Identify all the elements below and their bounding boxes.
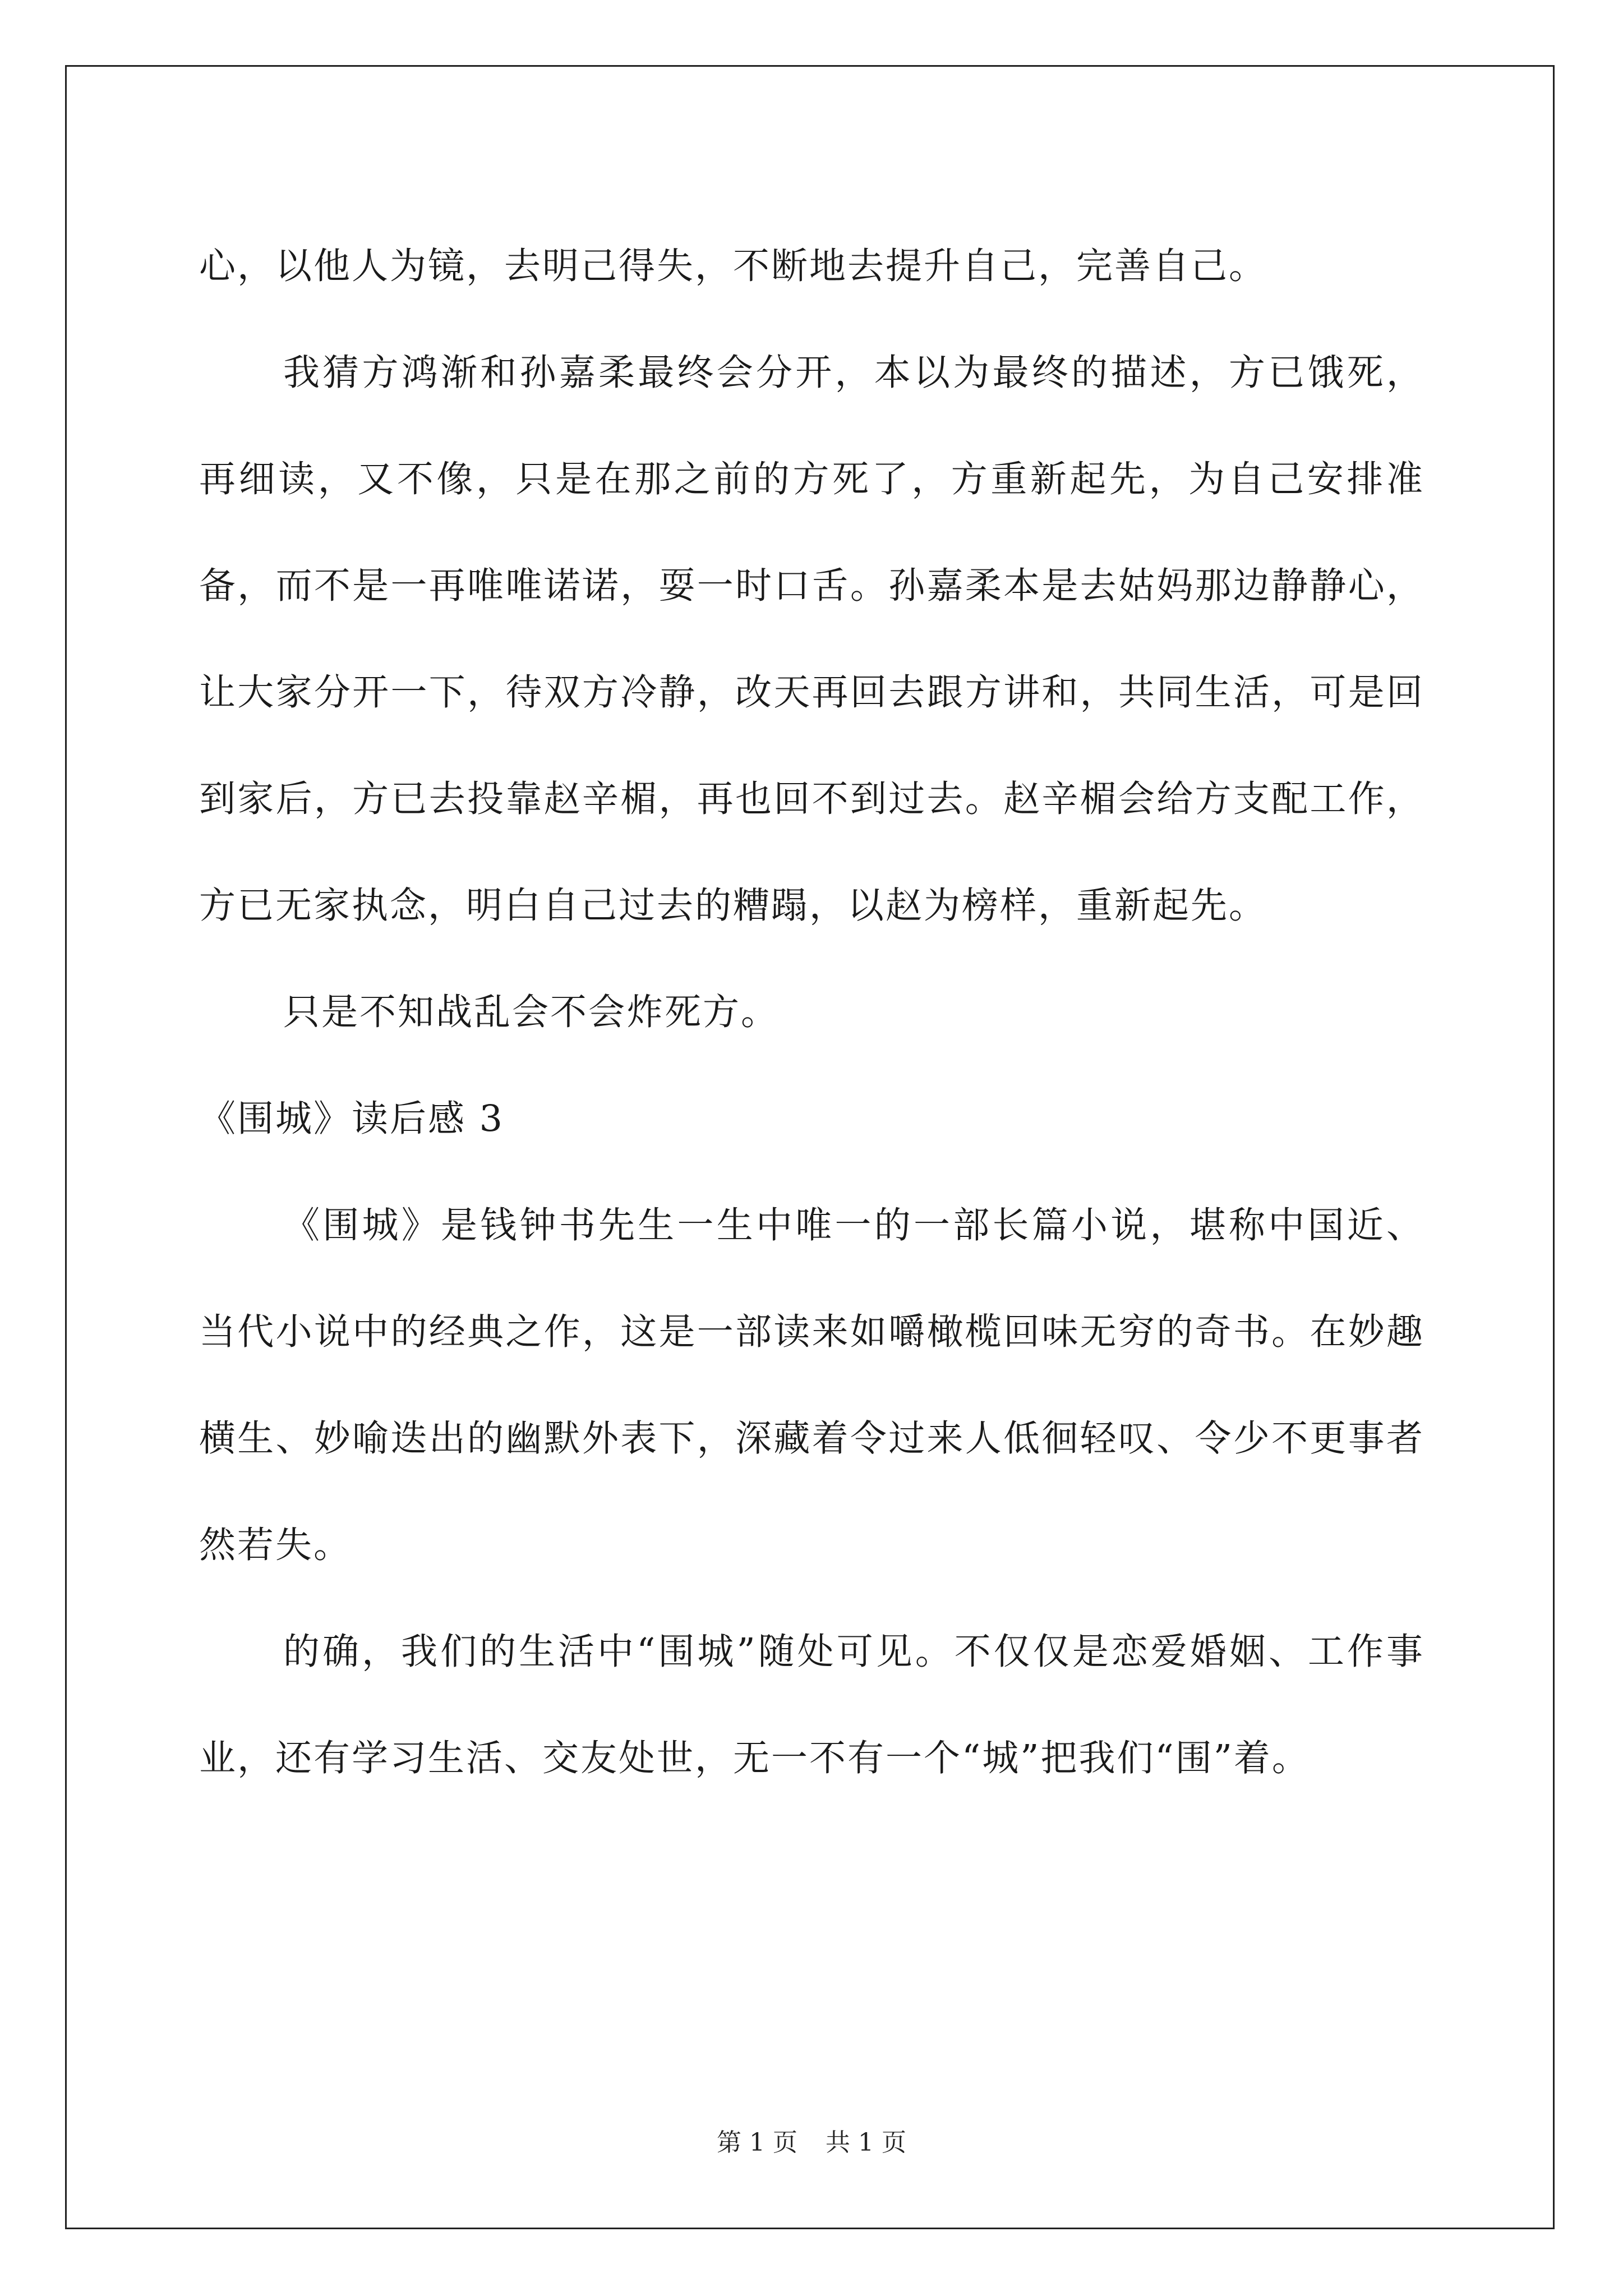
page-number-total: 共 1 页 <box>826 2128 906 2157</box>
paragraph-3: 只是不知战乱会不会炸死方。 <box>283 991 780 1033</box>
paragraph-4: 《围城》是钱钟书先生一生中唯一的一部长篇小说，堪称中国近、当代小说中的经典之作，这是一部读来如嚼橄榄回味无穷的奇书。在妙趣横生、妙喻迭出的幽默外表下，深藏着令过来人低徊轻叹、令少不更事者然若失。 <box>199 1204 1424 1566</box>
paragraph-2: 我猜方鸿渐和孙嘉柔最终会分开，本以为最终的描述，方已饿死，再细读，又不像，只是在那之前的方死了，方重新起先，为自己安排准备，而不是一再唯唯诺诺，耍一时口舌。孙嘉柔本是去姑妈那边静静心，让大家分开一下，待双方冷静，改天再回去跟方讲和，共同生活，可是回到家后，方已去投靠赵辛楣，再也回不到过去。赵辛楣会给方支配工作，方已无家执念，明白自己过去的糟蹋，以赵为榜样，重新起先。 <box>199 352 1424 927</box>
section-heading: 《围城》读后感 3 <box>199 1098 505 1140</box>
paragraph-5: 的确，我们的生活中“围城”随处可见。不仅仅是恋爱婚姻、工作事业，还有学习生活、交友处世，无一不有一个“城”把我们“围”着。 <box>199 1631 1424 1779</box>
paragraph-1: 心，以他人为镜，去明己得失，不断地去提升自己，完善自己。 <box>199 245 1267 287</box>
document-body <box>199 213 1424 1812</box>
page-footer <box>0 2126 1623 2160</box>
page-number-current: 第 1 页 <box>717 2128 797 2157</box>
